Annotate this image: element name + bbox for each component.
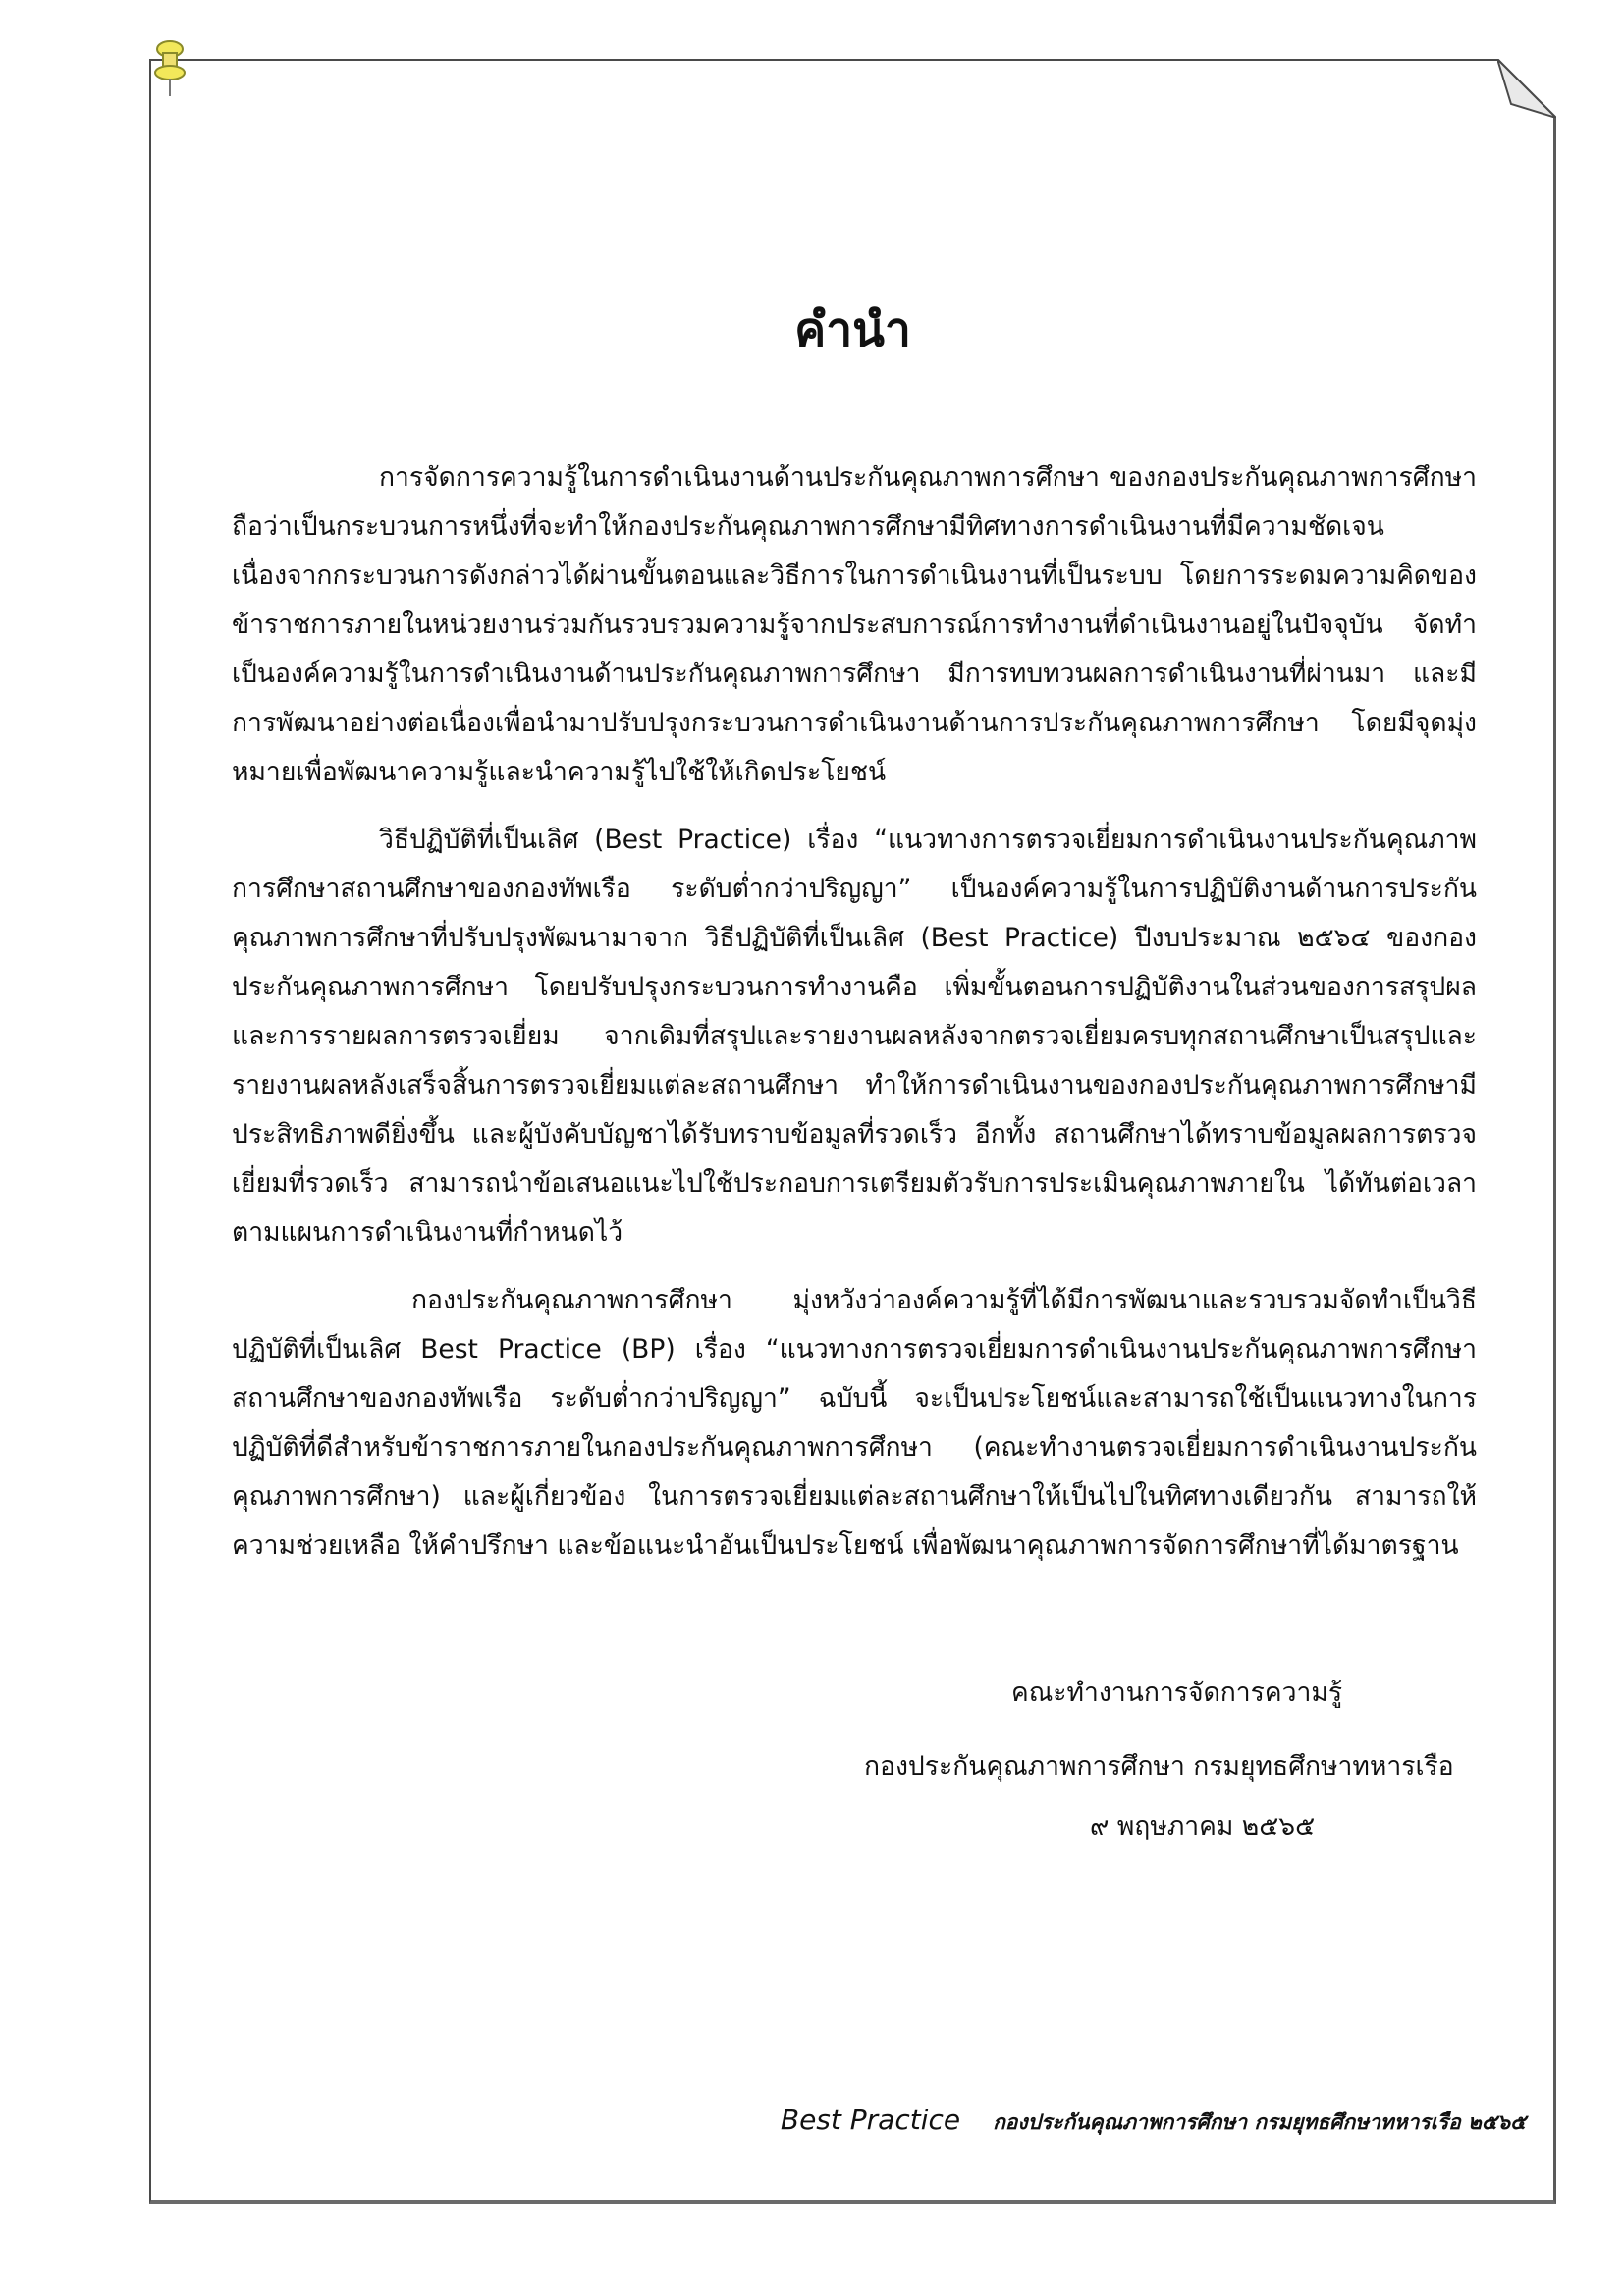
page-footer [781,2101,1526,2143]
footer-organization: กองประกันคุณภาพการศึกษา กรมยุทธศึกษาทหารเรือ ๒๕๖๕ [993,2110,1526,2134]
pushpin-icon [149,39,190,98]
signature-team: คณะทำงานการจัดการความรู้ [1011,1678,1343,1708]
signature-date: ๙ พฤษภาคม ๒๕๖๕ [1090,1811,1316,1842]
page-title: คำนำ [794,302,911,357]
footer-best-practice-label: Best Practice [780,2104,961,2136]
preface-body [232,454,1477,1589]
page-curl-icon [1497,59,1556,118]
signature-organization: กองประกันคุณภาพการศึกษา กรมยุทธศึกษาทหารเรือ [864,1751,1454,1782]
preface-paragraph-2: วิธีปฏิบัติที่เป็นเลิศ (Best Practice) เรื่อง “แนวทางการตรวจเยี่ยมการดำเนินงานประกันคุณภาพการศึกษาสถานศึกษาของกองทัพเรือ ระดับต่ำกว่าปริญญา” เป็นองค์ความรู้ในการปฏิบัติงานด้านการประกันคุณภาพการศึกษาที่ปรับปรุงพัฒนามาจาก วิธีปฏิบัติที่เป็นเลิศ (Best Practice) ปีงบประมาณ ๒๕๖๔ ของกองประกันคุณภาพการศึกษา โดยปรับปรุงกระบวนการทำงานคือ เพิ่มขั้นตอนการปฏิบัติงานในส่วนของการสรุปผลและการรายผลการตรวจเยี่ยม จากเดิมที่สรุปและรายงานผลหลังจากตรวจเยี่ยมครบทุกสถานศึกษาเป็นสรุปและรายงานผลหลังเสร็จสิ้นการตรวจเยี่ยมแต่ละสถานศึกษา ทำให้การดำเนินงานของกองประกันคุณภาพการศึกษามีประสิทธิภาพดียิ่งขึ้น และผู้บังคับบัญชาได้รับทราบข้อมูลที่รวดเร็ว อีกทั้ง สถานศึกษาได้ทราบข้อมูลผลการตรวจเยี่ยมที่รวดเร็ว สามารถนำข้อเสนอแนะไปใช้ประกอบการเตรียมตัวรับการประเมินคุณภาพภายใน ได้ทันต่อเวลาตามแผนการดำเนินงานที่กำหนดไว้ [232,825,1477,1248]
preface-paragraph-3: กองประกันคุณภาพการศึกษา มุ่งหวังว่าองค์ความรู้ที่ได้มีการพัฒนาและรวบรวมจัดทำเป็นวิธีปฏิบัติที่เป็นเลิศ Best Practice (BP) เรื่อง “แนวทางการตรวจเยี่ยมการดำเนินงานประกันคุณภาพการศึกษาสถานศึกษาของกองทัพเรือ ระดับต่ำกว่าปริญญา” ฉบับนี้ จะเป็นประโยชน์และสามารถใช้เป็นแนวทางในการปฏิบัติที่ดีสำหรับข้าราชการภายในกองประกันคุณภาพการศึกษา (คณะทำงานตรวจเยี่ยมการดำเนินงานประกันคุณภาพการศึกษา) และผู้เกี่ยวข้อง ในการตรวจเยี่ยมแต่ละสถานศึกษาให้เป็นไปในทิศทางเดียวกัน สามารถให้ความช่วยเหลือ ให้คำปรึกษา และข้อแนะนำอันเป็นประโยชน์ เพื่อพัฒนาคุณภาพการจัดการศึกษาที่ได้มาตรฐาน [232,1285,1477,1561]
preface-paragraph-1: การจัดการความรู้ในการดำเนินงานด้านประกันคุณภาพการศึกษา ของกองประกันคุณภาพการศึกษา ถือว่าเป็นกระบวนการหนึ่งที่จะทำให้กองประกันคุณภาพการศึกษามีทิศทางการดำเนินงานที่มีความชัดเจน เนื่องจากกระบวนการดังกล่าวได้ผ่านขั้นตอนและวิธีการในการดำเนินงานที่เป็นระบบ โดยการระดมความคิดของข้าราชการภายในหน่วยงานร่วมกันรวบรวมความรู้จากประสบการณ์การทำงานที่ดำเนินงานอยู่ในปัจจุบัน จัดทำเป็นองค์ความรู้ในการดำเนินงานด้านประกันคุณภาพการศึกษา มีการทบทวนผลการดำเนินงานที่ผ่านมา และมีการพัฒนาอย่างต่อเนื่องเพื่อนำมาปรับปรุงกระบวนการดำเนินงานด้านการประกันคุณภาพการศึกษา โดยมีจุดมุ่งหมายเพื่อพัฒนาความรู้และนำความรู้ไปใช้ให้เกิดประโยชน์ [232,462,1477,787]
